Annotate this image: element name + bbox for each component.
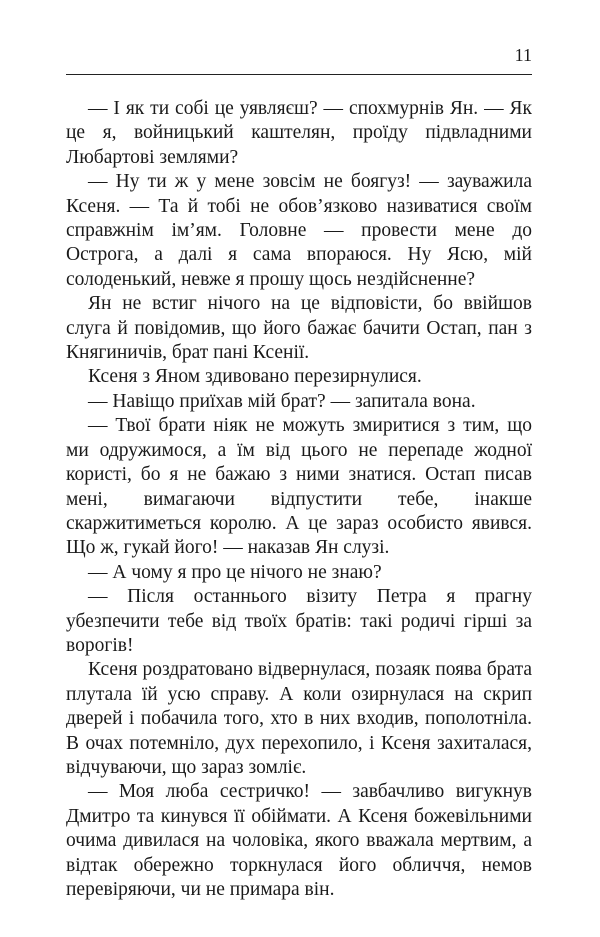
paragraph: — Ну ти ж у мене зовсім не боягуз! — зауважила Ксеня. — Та й тобі не обов’язково називатися своїм справжнім ім’ям. Головне — провести мене до Острога, а далі я сама впораюся. Ну Ясю, мій солоденький, невже я прошу щось нездійсненне? [66, 171, 532, 290]
paragraph: — Моя люба сестричко! — завбачливо вигукнув Дмитро та кинувся її обіймати. А Ксеня божевільними очима дивилася на чоловіка, якого вважала мертвим, а відтак обережно торкнулася його обличчя, немов перевіряючи, чи не примара він. [66, 781, 532, 900]
running-header [66, 44, 532, 75]
text-body [66, 97, 532, 902]
page-number: 11 [514, 45, 532, 65]
paragraph: Ян не встиг нічого на це відповісти, бо ввійшов слуга й повідомив, що його бажає бачити Остап, пан з Княгиничів, брат пані Ксенії. [66, 293, 532, 364]
paragraph: — Навіщо приїхав мій брат? — запитала вона. [88, 390, 476, 412]
paragraph: — Після останнього візиту Петра я прагну убезпечити тебе від твоїх братів: такі родичі гірші за ворогів! [66, 586, 532, 656]
paragraph: — І як ти собі це уявляєш? — спохмурнів Ян. — Як це я, войницький каштелян, проїду підвладними Любартові землями? [66, 98, 532, 168]
paragraph: Ксеня роздратовано відвернулася, позаяк поява брата плутала їй усю справу. А коли озирнулася на скрип дверей і побачила того, хто в них входив, пополотніла. В очах потемніло, дух перехопило, і Ксеня захиталася, відчуваючи, що зараз зомліє. [66, 659, 532, 778]
paragraph: — Твої брати ніяк не можуть змиритися з тим, що ми одружимося, а їм від цього не перепаде жодної користі, бо я не бажаю з ними знатися. Остап писав мені, вимагаючи відпустити тебе, інакше скаржитиметься королю. А це зараз особисто явився. Що ж, гукай його! — наказав Ян слузі. [66, 415, 532, 559]
paragraph: — А чому я про це нічого не знаю? [88, 561, 382, 583]
paragraph: Ксеня з Яном здивовано перезирнулися. [88, 366, 422, 388]
